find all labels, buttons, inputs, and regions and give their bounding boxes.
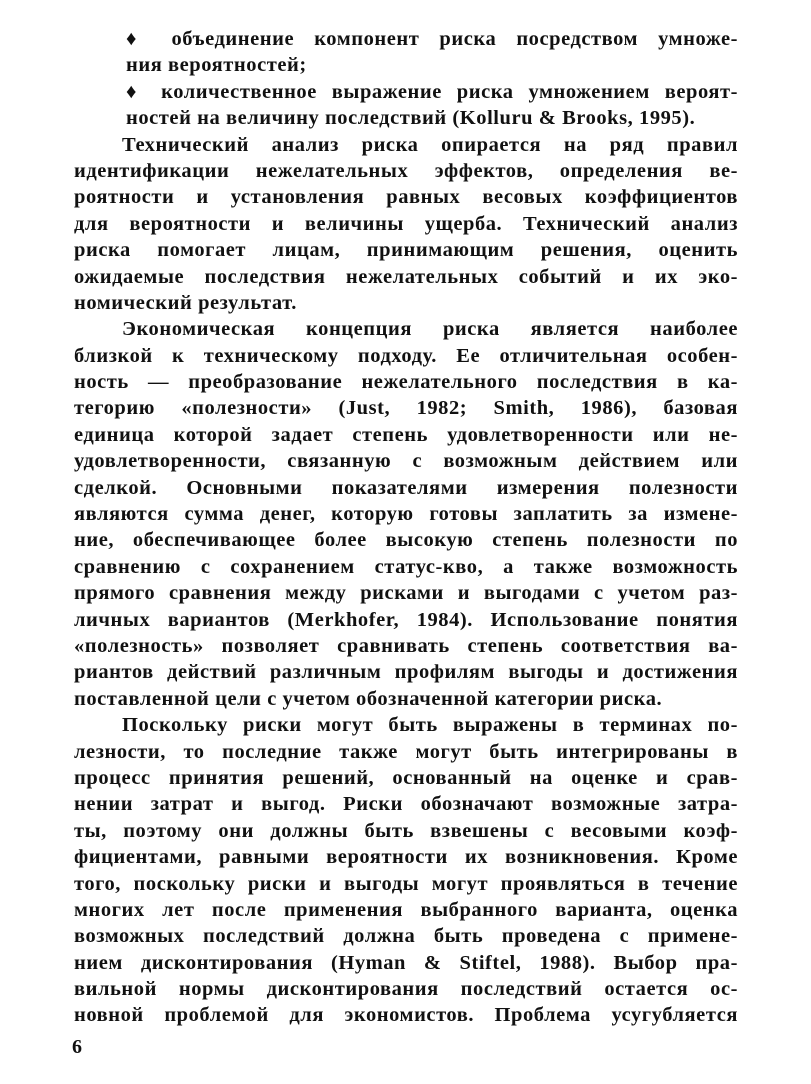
page-number: 6	[72, 1036, 82, 1058]
paragraph-3-line: Поскольку риски могут быть выражены в терминах по-	[122, 714, 738, 737]
paragraph-1-line: риска помогает лицам, принимающим решения, оценить	[74, 239, 738, 262]
paragraph-3-line: новной проблемой для экономистов. Проблема усугубляется	[74, 1004, 738, 1027]
paragraph-2-line: поставленной цели с учетом обозначенной категории риска.	[74, 687, 663, 710]
paragraph-2-line: близкой к техническому подходу. Ее отличительная особен-	[74, 344, 738, 367]
paragraph-1-line: роятности и установления равных весовых коэффициентов	[74, 186, 738, 209]
paragraph-3-line: нении затрат и выгод. Риски обозначают возможные затра-	[74, 793, 738, 816]
paragraph-3-line: фициентами, равными вероятности их возникновения. Кроме	[74, 846, 738, 869]
paragraph-2-line: ние, обеспечивающее более высокую степень полезности по	[74, 529, 738, 552]
paragraph-2-line: являются сумма денег, которую готовы заплатить за измене-	[74, 503, 738, 526]
paragraph-1-line: для вероятности и величины ущерба. Технический анализ	[74, 212, 738, 235]
paragraph-2-line: единица которой задает степень удовлетворенности или не-	[74, 423, 738, 446]
paragraph-2-line: сделкой. Основными показателями измерения полезности	[74, 476, 738, 499]
paragraph-3-line: того, поскольку риски и выгоды могут проявляться в течение	[74, 872, 738, 895]
bullet-item-2-line-1: ♦ количественное выражение риска умножением вероят-	[126, 80, 738, 103]
paragraph-2-line: ность — преобразование нежелательного последствия в ка-	[74, 371, 738, 394]
paragraph-2-line: личных вариантов (Merkhofer, 1984). Использование понятия	[74, 608, 738, 631]
paragraph-3-line: нием дисконтирования (Hyman & Stiftel, 1988). Выбор пра-	[74, 951, 738, 974]
paragraph-3-line: вильной нормы дисконтирования последствий остается ос-	[74, 978, 738, 1001]
paragraph-1-line: номический результат.	[74, 291, 297, 314]
paragraph-2-line: сравнению с сохранением статус-кво, а также возможность	[74, 555, 738, 578]
paragraph-1-line: ожидаемые последствия нежелательных событий и их эко-	[74, 265, 738, 288]
bullet-item-2-line-2: ностей на величину последствий (Kolluru & Brooks, 1995).	[126, 107, 696, 130]
paragraph-2-line: тегорию «полезности» (Just, 1982; Smith, 1986), базовая	[74, 397, 738, 420]
paragraph-3-line: многих лет после применения выбранного варианта, оценка	[74, 898, 738, 921]
bullet-item-1-line-2: ния вероятностей;	[126, 54, 307, 77]
paragraph-2-line: «полезность» позволяет сравнивать степень соответствия ва-	[74, 634, 738, 657]
paragraph-3-line: лезности, то последние также могут быть интегрированы в	[74, 740, 738, 763]
paragraph-2-line: удовлетворенности, связанную с возможным действием или	[74, 450, 738, 473]
paragraph-2-line: прямого сравнения между рисками и выгодами с учетом раз-	[74, 582, 738, 605]
paragraph-3-line: ты, поэтому они должны быть взвешены с весовыми коэф-	[74, 819, 738, 842]
paragraph-3-line: возможных последствий должна быть проведена с примене-	[74, 925, 738, 948]
paragraph-1-line: Технический анализ риска опирается на ряд правил	[122, 133, 738, 156]
paragraph-2-line: Экономическая концепция риска является наиболее	[122, 318, 738, 341]
paragraph-1-line: идентификации нежелательных эффектов, определения ве-	[74, 159, 738, 182]
page-body	[74, 26, 738, 1029]
paragraph-2-line: риантов действий различным профилям выгоды и достижения	[74, 661, 738, 684]
bullet-item-1-line-1: ♦ объединение компонент риска посредством умноже-	[126, 28, 738, 50]
paragraph-3-line: процесс принятия решений, основанный на оценке и срав-	[74, 766, 738, 789]
